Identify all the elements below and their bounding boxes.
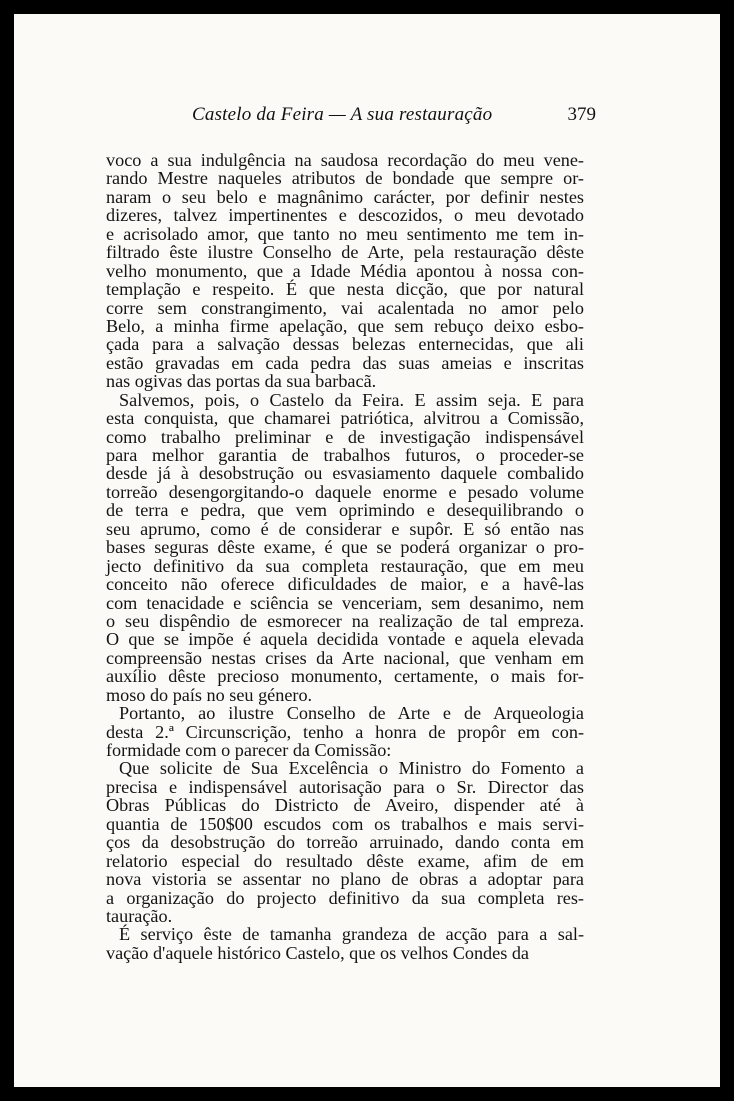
text-line: jecto definitivo da sua completa restauração, que em meu — [106, 555, 584, 576]
text-line: çada para a salvação dessas belezas enternecidas, que ali — [106, 334, 584, 355]
text-line: naram o seu belo e magnânimo carácter, por definir nestes — [106, 186, 584, 207]
paragraph — [106, 151, 584, 391]
text-line: Portanto, ao ilustre Conselho de Arte e de Arqueologia — [119, 703, 584, 724]
text-line: nova vistoria se assentar no plano de obras a adoptar para — [106, 869, 584, 890]
text-line: torreão desengorgitando-o daquele enorme e pesado volume — [106, 481, 584, 502]
text-line: desde já à desobstrução ou esvasiamento daquele combalido — [106, 463, 584, 484]
text-line: É serviço êste de tamanha grandeza de acção para a sal- — [119, 924, 584, 945]
text-line: de terra e pedra, que vem oprimindo e desequilibrando o — [106, 500, 584, 521]
text-line: vação d'aquele histórico Castelo, que os velhos Condes da — [106, 942, 530, 963]
text-line: templação e respeito. É que nesta dicção, que por natural — [106, 279, 584, 300]
text-line: relatorio especial do resultado dêste exame, afim de em — [106, 850, 584, 871]
paragraph — [106, 704, 584, 759]
body-text — [106, 151, 584, 962]
text-line: quantia de 150$00 escudos com os trabalhos e mais servi- — [106, 813, 584, 834]
paragraph — [106, 759, 584, 925]
text-line: tauração. — [106, 905, 173, 926]
text-line: corre sem constrangimento, vai acalentada no amor pelo — [106, 297, 584, 318]
text-line: bases seguras dêste exame, é que se poderá organizar o pro- — [106, 537, 584, 558]
text-line: e acrisolado amor, que tanto no meu sentimento me tem in- — [106, 223, 584, 244]
text-line: filtrado êste ilustre Conselho de Arte, pela restauração dêste — [106, 242, 584, 263]
text-line: auxílio dêste precioso monumento, certamente, o mais for- — [106, 666, 584, 687]
page-number: 379 — [567, 104, 596, 125]
text-line: nas ogivas das portas da sua barbacã. — [106, 371, 377, 392]
text-line: compreensão nestas crises da Arte nacional, que venham em — [106, 647, 584, 668]
paragraph — [106, 391, 584, 704]
text-line: como trabalho preliminar e de investigação indispensável — [106, 426, 584, 447]
text-line: voco a sua indulgência na saudosa recordação do meu vene- — [106, 150, 584, 170]
text-line: Belo, a minha firme apelação, que sem rebuço deixo esbo- — [106, 315, 584, 336]
text-line: ços da desobstrução do torreão arruinado, dando conta em — [106, 832, 584, 853]
text-line: a organização do projecto definitivo da sua completa res- — [106, 887, 584, 908]
text-line: Obras Públicas do Districto de Aveiro, dispender até à — [106, 795, 584, 816]
text-line: conceito não oferece dificuldades de maior, e a havê-las — [106, 574, 584, 595]
text-line: formidade com o parecer da Comissão: — [106, 740, 392, 760]
text-line: O que se impõe é aquela decidida vontade e aquela elevada — [106, 629, 584, 650]
text-line: para melhor garantia de trabalhos futuros, o proceder-se — [106, 445, 584, 465]
text-line: precisa e indispensável autorisação para o Sr. Director das — [106, 776, 584, 797]
text-line: estão gravadas em cada pedra das suas ameias e inscritas — [106, 352, 584, 373]
text-line: moso do país no seu género. — [106, 684, 313, 705]
text-line: com tenacidade e sciência se venceriam, sem desanimo, nem — [106, 592, 584, 613]
text-line: Salvemos, pois, o Castelo da Feira. E assim seja. E para — [119, 389, 584, 410]
text-line: Que solicite de Sua Excelência o Ministro do Fomento a — [119, 758, 584, 779]
text-line: rando Mestre naqueles atributos de bondade que sempre or- — [106, 168, 584, 189]
running-title: Castelo da Feira — A sua restauração — [192, 104, 493, 125]
text-line: velho monumento, que a Idade Média apontou à nossa con- — [106, 260, 584, 281]
text-line: seu aprumo, como é de considerar e supôr. E só então nas — [106, 518, 584, 539]
text-line: o seu dispêndio de esmorecer na realização de tal empreza. — [106, 610, 584, 631]
text-line: dizeres, talvez impertinentes e descozidos, o meu devotado — [106, 205, 584, 226]
page-header — [192, 104, 596, 130]
text-line: esta conquista, que chamarei patriótica, alvitrou a Comissão, — [106, 408, 584, 429]
text-line: desta 2.ª Circunscrição, tenho a honra de propôr em con- — [106, 721, 584, 742]
paragraph — [106, 925, 584, 962]
